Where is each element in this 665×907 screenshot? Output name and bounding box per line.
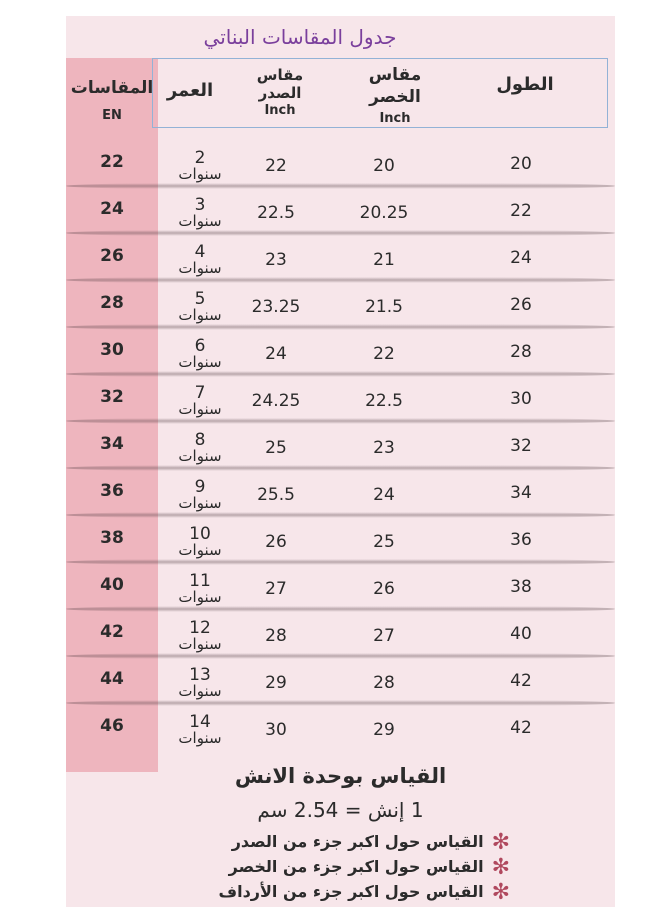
cell-length: 36 bbox=[510, 530, 532, 550]
cell-age bbox=[164, 197, 236, 229]
cell-age-number: 6 bbox=[194, 336, 206, 356]
cell-waist: 29 bbox=[373, 720, 395, 740]
cell-waist: 21 bbox=[373, 250, 395, 270]
cell-age bbox=[164, 150, 236, 182]
note-bullet-text: القياس حول اكبر جزء من الأرداف bbox=[218, 882, 484, 901]
cell-length: 26 bbox=[510, 295, 532, 315]
table-row bbox=[66, 471, 615, 518]
cell-age bbox=[164, 667, 236, 699]
table-row bbox=[66, 706, 615, 753]
cell-age bbox=[164, 291, 236, 323]
cell-size: 30 bbox=[100, 340, 124, 360]
cell-age-number: 7 bbox=[194, 383, 206, 403]
cell-size: 46 bbox=[100, 716, 124, 736]
note-bullet-text: القياس حول اكبر جزء من الخصر bbox=[228, 857, 484, 876]
cell-chest: 28 bbox=[265, 626, 287, 646]
asterisk-icon: ✻ bbox=[491, 830, 510, 855]
cell-age-number: 3 bbox=[194, 195, 206, 215]
cell-age bbox=[164, 432, 236, 464]
cell-age-suffix: سنوات bbox=[178, 729, 222, 747]
header-size-unit: EN bbox=[102, 108, 122, 123]
cell-size: 44 bbox=[100, 669, 124, 689]
cell-waist: 23 bbox=[373, 438, 395, 458]
cell-length: 28 bbox=[510, 342, 532, 362]
cell-length: 22 bbox=[510, 201, 532, 221]
header-chest bbox=[240, 66, 320, 120]
cell-age-suffix: سنوات bbox=[178, 682, 222, 700]
table-row bbox=[66, 659, 615, 706]
header-waist-unit: Inch bbox=[379, 111, 411, 126]
cell-waist: 24 bbox=[373, 485, 395, 505]
notes-title: القياس بوحدة الانش bbox=[234, 764, 447, 788]
cell-length: 42 bbox=[510, 671, 532, 691]
header-chest-unit: Inch bbox=[264, 103, 296, 118]
table-row bbox=[66, 565, 615, 612]
note-bullet bbox=[150, 855, 510, 880]
cell-age-suffix: سنوات bbox=[178, 494, 222, 512]
table-row bbox=[66, 189, 615, 236]
header-waist bbox=[350, 64, 440, 130]
cell-waist: 20.25 bbox=[359, 203, 409, 223]
cell-chest: 25.5 bbox=[257, 485, 295, 505]
cell-size: 34 bbox=[100, 434, 124, 454]
table-row bbox=[66, 612, 615, 659]
header-chest-line2: الصدر bbox=[258, 84, 302, 102]
cell-size: 32 bbox=[100, 387, 124, 407]
cell-chest: 26 bbox=[265, 532, 287, 552]
cell-size: 24 bbox=[100, 199, 124, 219]
cell-chest: 23 bbox=[265, 250, 287, 270]
cell-age-suffix: سنوات bbox=[178, 635, 222, 653]
cell-waist: 21.5 bbox=[365, 297, 403, 317]
table-row bbox=[66, 283, 615, 330]
header-chest-line1: مقاس bbox=[256, 66, 304, 84]
note-bullet-text: القياس حول اكبر جزء من الصدر bbox=[231, 832, 484, 851]
note-bullet bbox=[150, 830, 510, 855]
table-row bbox=[66, 236, 615, 283]
asterisk-icon: ✻ bbox=[491, 880, 510, 905]
cell-age-number: 12 bbox=[189, 618, 211, 638]
cell-waist: 27 bbox=[373, 626, 395, 646]
header-size-label: المقاسات bbox=[70, 78, 154, 98]
cell-size: 22 bbox=[100, 152, 124, 172]
cell-age bbox=[164, 479, 236, 511]
cell-age-suffix: سنوات bbox=[178, 541, 222, 559]
cell-length: 30 bbox=[510, 389, 532, 409]
cell-age bbox=[164, 385, 236, 417]
header-length: الطول bbox=[496, 74, 554, 95]
cell-age-number: 11 bbox=[189, 571, 211, 591]
cell-size: 40 bbox=[100, 575, 124, 595]
cell-size: 28 bbox=[100, 293, 124, 313]
cell-chest: 30 bbox=[265, 720, 287, 740]
table-row bbox=[66, 518, 615, 565]
cell-age-suffix: سنوات bbox=[178, 400, 222, 418]
cell-age-suffix: سنوات bbox=[178, 353, 222, 371]
cell-size: 38 bbox=[100, 528, 124, 548]
cell-length: 32 bbox=[510, 436, 532, 456]
header-waist-line2: الخصر bbox=[369, 87, 421, 107]
cell-age-number: 2 bbox=[194, 148, 206, 168]
header-waist-line1: مقاس bbox=[368, 65, 422, 85]
cell-age-number: 8 bbox=[194, 430, 206, 450]
table-row bbox=[66, 142, 615, 189]
cell-chest: 22 bbox=[265, 156, 287, 176]
cell-chest: 27 bbox=[265, 579, 287, 599]
cell-chest: 22.5 bbox=[257, 203, 295, 223]
table-row bbox=[66, 330, 615, 377]
cell-age-suffix: سنوات bbox=[178, 447, 222, 465]
cell-size: 36 bbox=[100, 481, 124, 501]
table-row bbox=[66, 377, 615, 424]
cell-waist: 25 bbox=[373, 532, 395, 552]
cell-chest: 24.25 bbox=[251, 391, 301, 411]
header-age: العمر bbox=[166, 80, 214, 101]
cell-length: 20 bbox=[510, 154, 532, 174]
cell-chest: 29 bbox=[265, 673, 287, 693]
cell-waist: 22 bbox=[373, 344, 395, 364]
note-bullet bbox=[150, 880, 510, 905]
unit-conversion: 1 إنش = 2.54 سم bbox=[257, 798, 424, 822]
cell-age-suffix: سنوات bbox=[178, 259, 222, 277]
asterisk-icon: ✻ bbox=[491, 855, 510, 880]
cell-age-suffix: سنوات bbox=[178, 588, 222, 606]
cell-size: 26 bbox=[100, 246, 124, 266]
cell-age bbox=[164, 526, 236, 558]
cell-age bbox=[164, 573, 236, 605]
cell-age-number: 4 bbox=[194, 242, 206, 262]
cell-length: 34 bbox=[510, 483, 532, 503]
cell-age-suffix: سنوات bbox=[178, 212, 222, 230]
cell-length: 40 bbox=[510, 624, 532, 644]
cell-size: 42 bbox=[100, 622, 124, 642]
cell-age-number: 9 bbox=[194, 477, 206, 497]
cell-age bbox=[164, 338, 236, 370]
cell-age bbox=[164, 620, 236, 652]
cell-length: 24 bbox=[510, 248, 532, 268]
cell-waist: 28 bbox=[373, 673, 395, 693]
cell-waist: 22.5 bbox=[365, 391, 403, 411]
cell-chest: 23.25 bbox=[251, 297, 301, 317]
cell-chest: 24 bbox=[265, 344, 287, 364]
cell-age bbox=[164, 714, 236, 746]
cell-age-number: 13 bbox=[189, 665, 211, 685]
cell-age-number: 5 bbox=[194, 289, 206, 309]
cell-chest: 25 bbox=[265, 438, 287, 458]
header-size bbox=[66, 78, 158, 123]
cell-age-number: 14 bbox=[189, 712, 211, 732]
cell-age bbox=[164, 244, 236, 276]
cell-age-number: 10 bbox=[189, 524, 211, 544]
cell-age-suffix: سنوات bbox=[178, 165, 222, 183]
table-row bbox=[66, 424, 615, 471]
cell-length: 42 bbox=[510, 718, 532, 738]
chart-title: جدول المقاسات البناتي bbox=[203, 25, 397, 49]
cell-length: 38 bbox=[510, 577, 532, 597]
cell-waist: 26 bbox=[373, 579, 395, 599]
cell-waist: 20 bbox=[373, 156, 395, 176]
cell-age-suffix: سنوات bbox=[178, 306, 222, 324]
